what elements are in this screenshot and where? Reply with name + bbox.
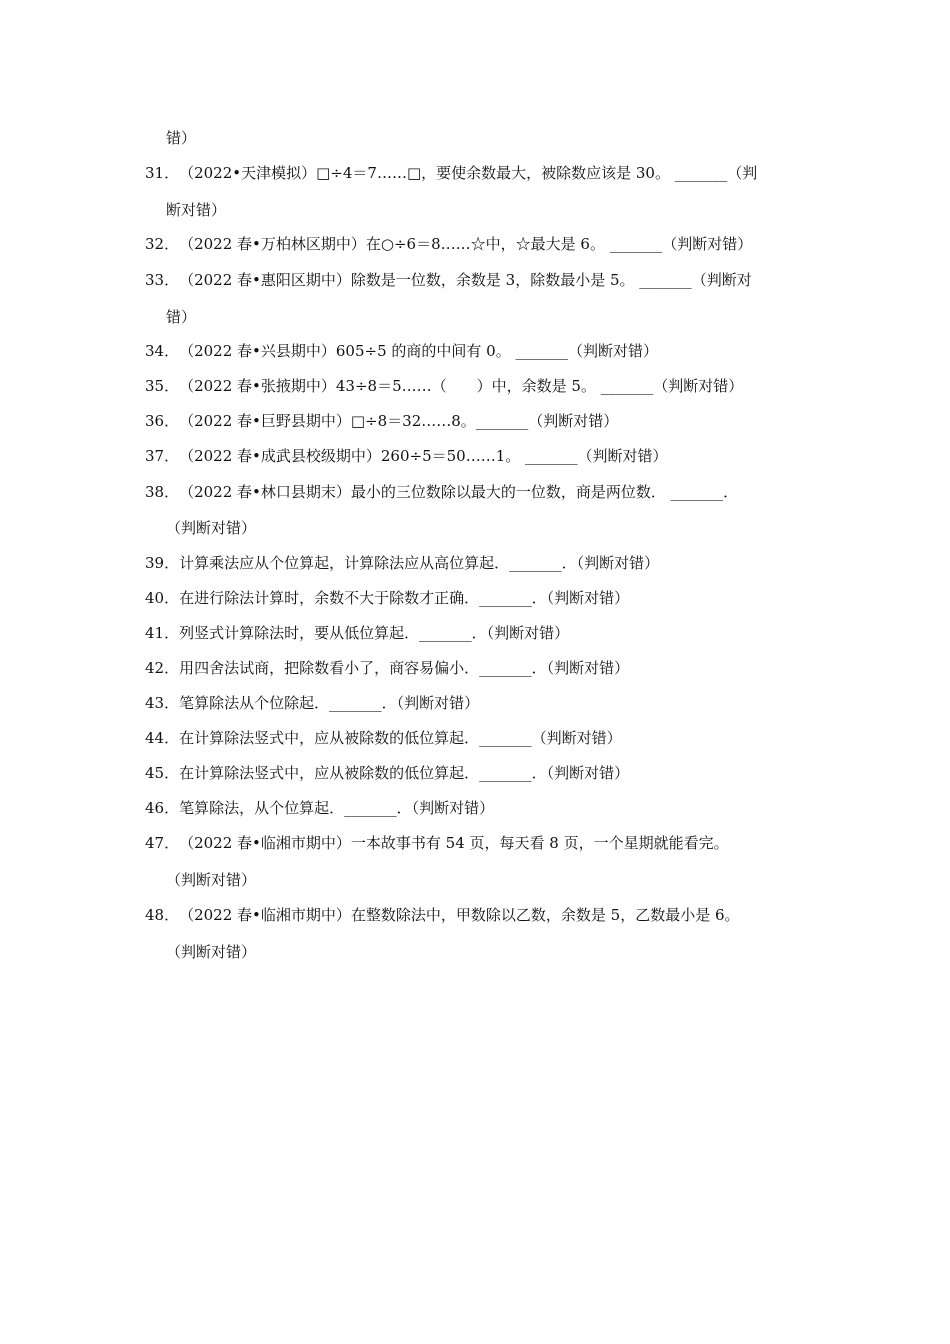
- question-number: 34．: [145, 342, 180, 360]
- question-34: [145, 341, 815, 361]
- question-text: 列竖式计算除法时，要从低位算起．_______．（判断对错）: [179, 624, 570, 642]
- question-40: [145, 588, 815, 608]
- question-number: 42．: [145, 659, 180, 677]
- question-text: 笔算除法从个位除起．_______．（判断对错）: [179, 694, 480, 712]
- question-text: （2022 春•临湘市期中）在整数除法中，甲数除以乙数，余数是 5，乙数最小是 6。: [179, 906, 740, 924]
- question-46: [145, 798, 815, 818]
- question-45: [145, 763, 815, 783]
- question-number: 47．: [145, 834, 180, 852]
- question-number: 31．: [145, 164, 180, 182]
- question-text: （2022 春•张掖期中）43÷8＝5……（ ）中，余数是 5。 _______（判断对错）: [179, 377, 744, 395]
- line-text: （判断对错）: [166, 519, 257, 537]
- question-number: 37．: [145, 447, 180, 465]
- question-47: [145, 833, 815, 853]
- question-36: [145, 411, 815, 431]
- question-43: [145, 693, 815, 713]
- question-37: [145, 446, 815, 466]
- question-39: [145, 553, 815, 573]
- question-text: 笔算除法，从个位算起．_______．（判断对错）: [179, 799, 495, 817]
- question-number: 33．: [145, 271, 180, 289]
- question-text: （2022 春•巨野县期中）□÷8＝32……8。_______（判断对错）: [179, 412, 619, 430]
- question-number: 39．: [145, 554, 180, 572]
- question-31: [145, 163, 815, 183]
- line-text: 断对错）: [166, 201, 227, 219]
- question-48: [145, 905, 815, 925]
- question-number: 32．: [145, 235, 180, 253]
- question-number: 43．: [145, 694, 180, 712]
- question-38-continuation: [166, 518, 836, 538]
- question-text: （2022 春•万柏林区期中）在○÷6＝8……☆中，☆最大是 6。 _______（判断对错）: [179, 235, 753, 253]
- question-41: [145, 623, 815, 643]
- question-text: （2022 春•成武县校级期中）260÷5＝50……1。 _______（判断对错）: [179, 447, 668, 465]
- question-text: 在计算除法竖式中，应从被除数的低位算起．_______．（判断对错）: [179, 764, 630, 782]
- question-number: 38．: [145, 483, 180, 501]
- question-text: 用四舍法试商，把除数看小了，商容易偏小．_______．（判断对错）: [179, 659, 630, 677]
- question-number: 48．: [145, 906, 180, 924]
- question-text: （2022 春•临湘市期中）一本故事书有 54 页，每天看 8 页，一个星期就能看完。: [179, 834, 729, 852]
- line-text: （判断对错）: [166, 943, 257, 961]
- question-42: [145, 658, 815, 678]
- question-text: 在进行除法计算时，余数不大于除数才正确．_______．（判断对错）: [179, 589, 630, 607]
- question-30-continuation: [166, 128, 836, 148]
- line-text: 错）: [166, 129, 197, 147]
- question-text: 在计算除法竖式中，应从被除数的低位算起．_______（判断对错）: [179, 729, 622, 747]
- question-number: 44．: [145, 729, 180, 747]
- question-text: （2022•天津模拟）□÷4＝7……□，要使余数最大，被除数应该是 30。 _______（判: [179, 164, 758, 182]
- question-number: 45．: [145, 764, 180, 782]
- question-number: 35．: [145, 377, 180, 395]
- question-44: [145, 728, 815, 748]
- question-33-continuation: [166, 307, 836, 327]
- question-number: 36．: [145, 412, 180, 430]
- question-number: 41．: [145, 624, 180, 642]
- question-text: （2022 春•惠阳区期中）除数是一位数，余数是 3，除数最小是 5。 _______（判断对: [179, 271, 752, 289]
- line-text: （判断对错）: [166, 871, 257, 889]
- question-text: 计算乘法应从个位算起，计算除法应从高位算起．_______．（判断对错）: [179, 554, 660, 572]
- question-47-continuation: [166, 870, 836, 890]
- question-number: 46．: [145, 799, 180, 817]
- question-48-continuation: [166, 942, 836, 962]
- question-31-continuation: [166, 200, 836, 220]
- question-38: [145, 482, 815, 502]
- question-35: [145, 376, 815, 396]
- question-number: 40．: [145, 589, 180, 607]
- question-33: [145, 270, 815, 290]
- question-text: （2022 春•林口县期末）最小的三位数除以最大的一位数，商是两位数． _______．: [179, 483, 739, 501]
- question-32: [145, 234, 815, 254]
- line-text: 错）: [166, 308, 197, 326]
- question-text: （2022 春•兴县期中）605÷5 的商的中间有 0。 _______（判断对错）: [179, 342, 658, 360]
